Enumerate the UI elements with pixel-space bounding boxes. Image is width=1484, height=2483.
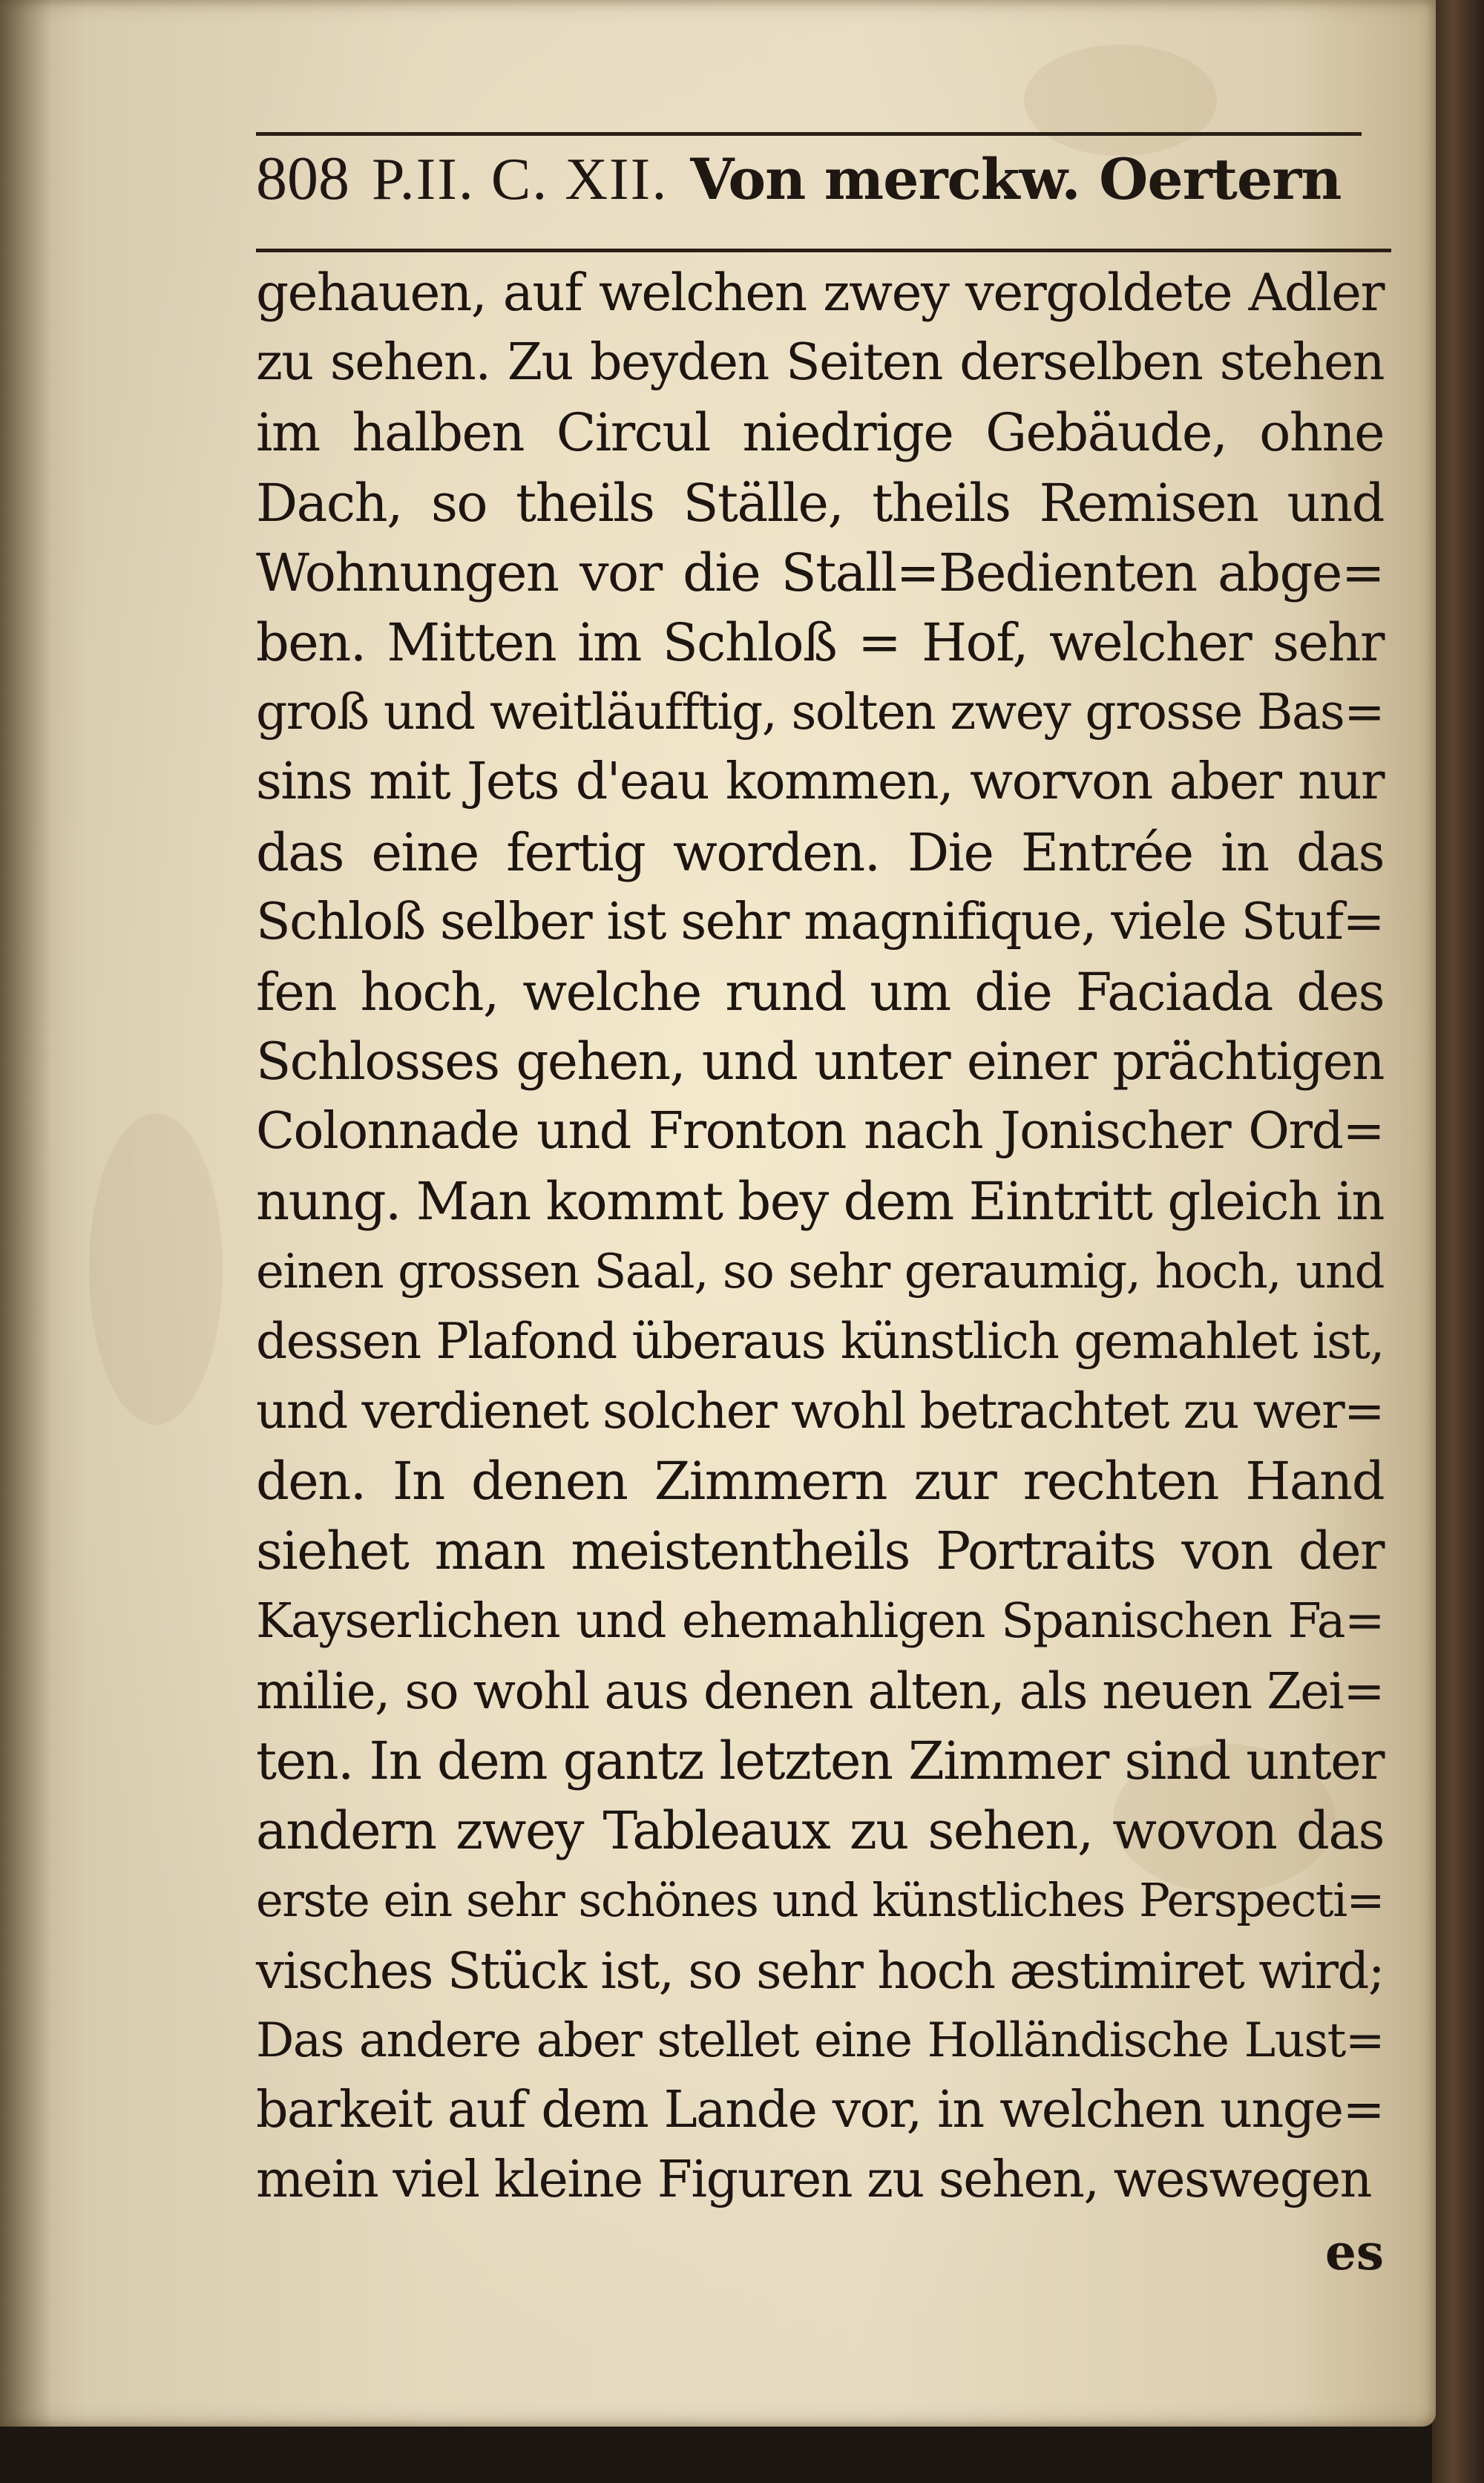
text-line: sins mit Jets d'eau kommen, worvon aber nur — [256, 752, 1384, 812]
text-line: einen grossen Saal, so sehr geraumig, hoch, und — [256, 1244, 1384, 1299]
text-line: andern zwey Tableaux zu sehen, wovon das — [256, 1800, 1384, 1862]
catchword: es — [1324, 2223, 1384, 2281]
text-line: mein viel kleine Figuren zu sehen, weswegen — [256, 2151, 1371, 2210]
text-line: im halben Circul niedrige Gebäude, ohne — [256, 402, 1384, 464]
text-line: Kayserlichen und ehemahligen Spanischen Fa= — [256, 1593, 1384, 1649]
book-edge — [1432, 0, 1484, 2483]
page-number: 808 — [256, 144, 349, 213]
text-line: Schlosses gehen, und unter einer prächtigen — [256, 1032, 1384, 1092]
text-line: den. In denen Zimmern zur rechten Hand — [256, 1451, 1384, 1512]
text-line: ten. In dem gantz letzten Zimmer sind unter — [256, 1730, 1384, 1791]
text-line: zu sehen. Zu beyden Seiten derselben stehen — [256, 333, 1384, 393]
text-line: barkeit auf dem Lande vor, in welchen unge= — [256, 2080, 1384, 2139]
text-line: milie, so wohl aus denen alten, als neuen Zei= — [256, 1662, 1384, 1720]
text-line: Colonnade und Fronton nach Jonischer Ord= — [256, 1102, 1384, 1161]
text-line: nung. Man kommt bey dem Eintritt gleich in — [256, 1171, 1384, 1233]
text-line: dessen Plafond überaus künstlich gemahlet ist, — [256, 1312, 1384, 1370]
paper-stain — [1024, 45, 1217, 156]
text-line: Wohnungen vor die Stall=Bedienten abge= — [256, 542, 1384, 603]
text-line: siehet man meistentheils Portraits von der — [256, 1521, 1384, 1582]
running-header — [256, 142, 1369, 239]
gutter-shadow — [0, 0, 52, 2427]
text-line: ben. Mitten im Schloß = Hof, welcher sehr — [256, 611, 1384, 673]
section-reference: P.II. C. XII. — [372, 147, 669, 212]
header-bottom-rule — [256, 249, 1391, 252]
text-line: Das andere aber stellet eine Holländische Lust= — [256, 2013, 1384, 2068]
paper-stain — [89, 1113, 223, 1425]
running-title: Von merckw. Oertern — [690, 146, 1342, 212]
text-line: groß und weitläufftig, solten zwey grosse Bas= — [256, 683, 1384, 741]
text-line: und verdienet solcher wohl betrachtet zu wer= — [256, 1382, 1384, 1440]
body-text — [256, 258, 1384, 2215]
text-line: Dach, so theils Ställe, theils Remisen und — [256, 472, 1384, 534]
text-line: gehauen, auf welchen zwey vergoldete Adler — [256, 263, 1384, 323]
text-line: fen hoch, welche rund um die Faciada des — [256, 961, 1384, 1023]
text-line: Schloß selber ist sehr magnifique, viele Stuf= — [256, 892, 1384, 951]
text-line: visches Stück ist, so sehr hoch æstimiret wird; — [256, 1941, 1384, 2000]
text-line: das eine fertig worden. Die Entrée in das — [256, 821, 1384, 883]
text-line: erste ein sehr schönes und künstliches Perspecti= — [256, 1873, 1384, 1928]
header-top-rule — [256, 132, 1362, 136]
